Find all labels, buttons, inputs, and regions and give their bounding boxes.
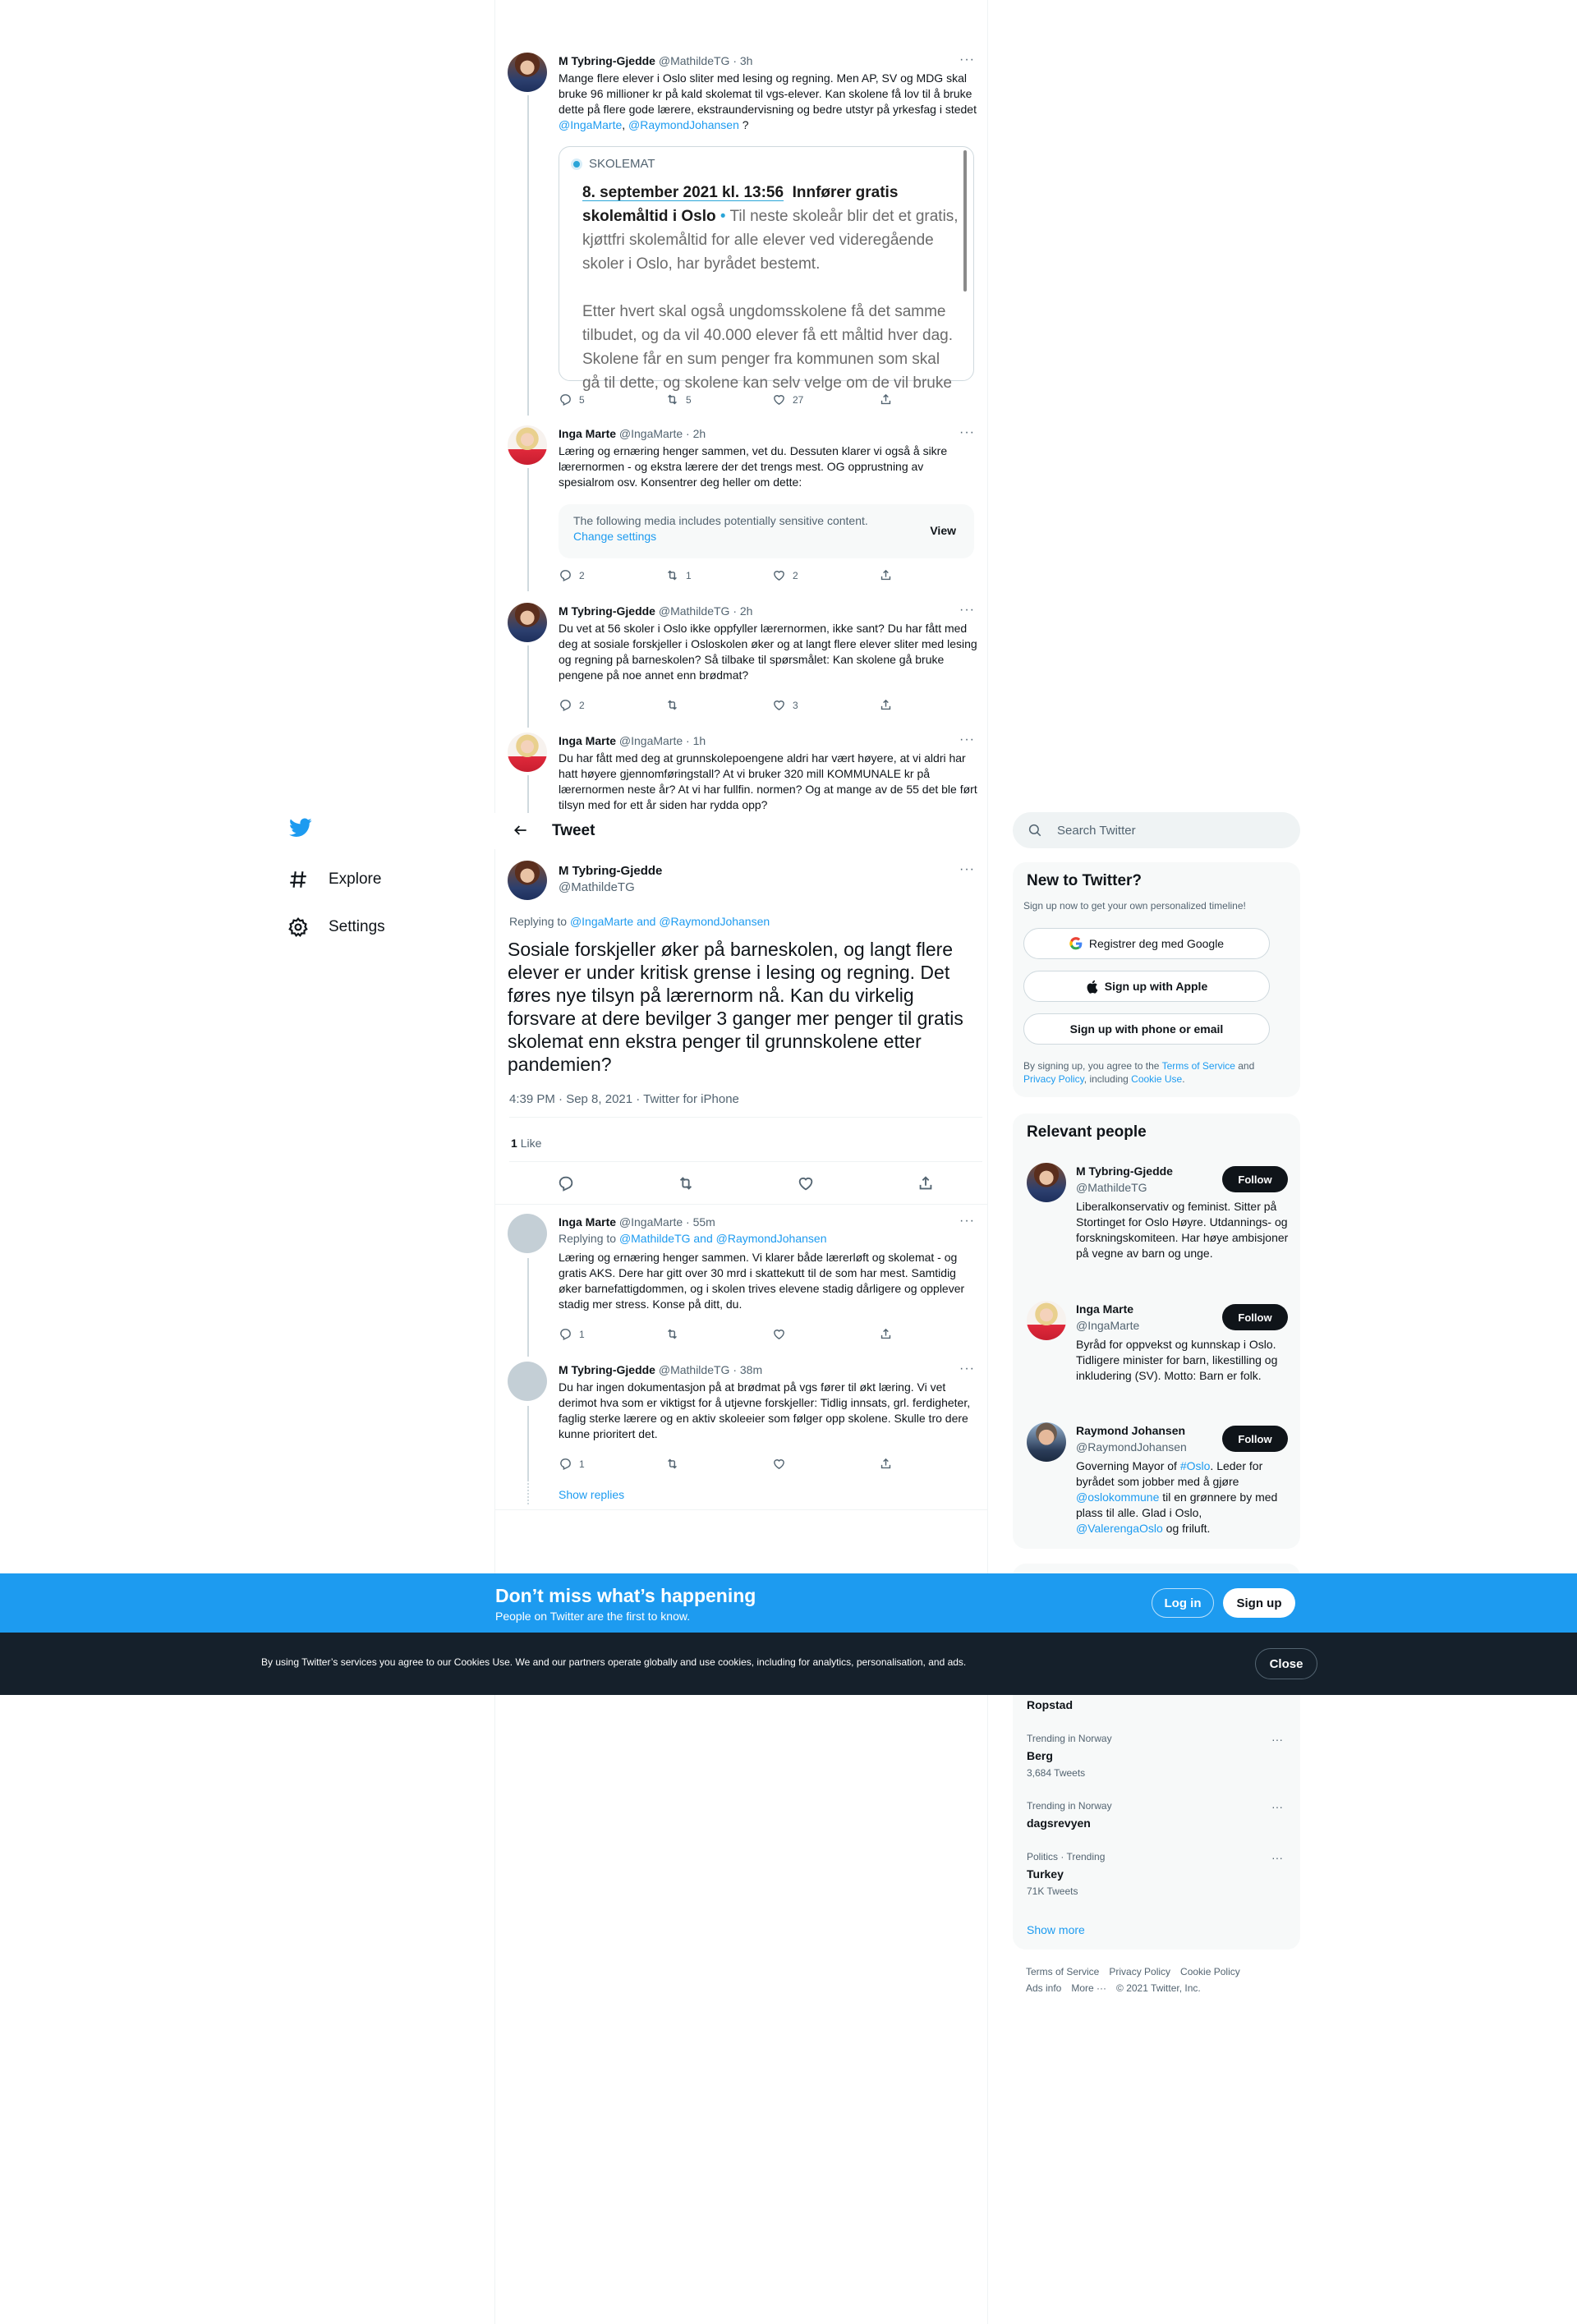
like-button[interactable] bbox=[772, 1327, 879, 1341]
divider bbox=[509, 1161, 982, 1162]
like-button[interactable]: 27 bbox=[772, 393, 879, 406]
twitter-logo-icon[interactable] bbox=[289, 818, 312, 842]
tweet-time[interactable]: · 2h bbox=[686, 427, 706, 440]
heart-icon bbox=[772, 698, 786, 712]
heart-icon bbox=[772, 1327, 786, 1341]
gear-icon bbox=[287, 916, 309, 938]
nav-settings-label: Settings bbox=[329, 918, 385, 935]
author-handle[interactable]: @MathildeTG bbox=[658, 1363, 730, 1376]
thread-connector bbox=[527, 645, 529, 728]
tweet-time[interactable]: · 2h bbox=[733, 604, 753, 618]
follow-button[interactable]: Follow bbox=[1222, 1166, 1288, 1192]
more-icon[interactable]: ··· bbox=[1271, 1851, 1283, 1864]
author-name[interactable]: M Tybring-Gjedde bbox=[559, 604, 655, 618]
thread-connector bbox=[527, 775, 529, 813]
more-icon[interactable]: ··· bbox=[959, 862, 975, 876]
cookie-text: By using Twitter’s services you agree to our Cookies Use. We and our partners operate globally and use cookies, including for analytics, personalisation, and ads. bbox=[261, 1656, 967, 1668]
mention-link[interactable]: @oslokommune bbox=[1076, 1490, 1160, 1504]
back-arrow-icon[interactable] bbox=[513, 822, 531, 840]
avatar[interactable] bbox=[508, 603, 547, 642]
tweet-text: Du har fått med deg at grunnskolepoengene aldri har vært høyere, at vi aldri har hatt høyere gjennomføringstall? At vi bruker 320 mill KOMMUNALE kr på lærernormen neste år? At vi har fullfin. normen? Og at mange av de 55 det ble ført tilsyn med for ett år siden har rydda opp? bbox=[559, 751, 977, 811]
author-handle[interactable]: @MathildeTG bbox=[658, 54, 730, 67]
replying-to: Replying to @IngaMarte and @RaymondJohansen bbox=[509, 915, 770, 928]
thread-connector bbox=[527, 1406, 529, 1481]
retweet-icon bbox=[665, 393, 679, 406]
heart-icon[interactable] bbox=[797, 1174, 815, 1192]
reply-icon bbox=[559, 1327, 572, 1341]
trend-name[interactable]: dagsrevyen bbox=[1027, 1816, 1091, 1830]
footer-links bbox=[1026, 1966, 1240, 1977]
apple-icon bbox=[1086, 980, 1098, 994]
replying-to-links[interactable]: @MathildeTG and @RaymondJohansen bbox=[618, 1232, 827, 1245]
person-bio: Byråd for oppvekst og kunnskap i Oslo. Tidligere minister for barn, likestilling og inkludering (SV). Motto: Barn er folk. bbox=[1076, 1338, 1278, 1382]
avatar[interactable] bbox=[508, 53, 547, 92]
person-handle[interactable]: @MathildeTG bbox=[1076, 1181, 1147, 1194]
footer-copyright: © 2021 Twitter, Inc. bbox=[1116, 1982, 1201, 1994]
tweet-time[interactable]: · 55m bbox=[686, 1215, 715, 1229]
trend-category: Trending in Norway bbox=[1027, 1733, 1112, 1744]
quoted-article-card[interactable] bbox=[559, 146, 974, 392]
login-button[interactable]: Log in bbox=[1152, 1588, 1214, 1618]
heart-icon bbox=[772, 568, 786, 582]
footer-privacy-link[interactable]: Privacy Policy bbox=[1109, 1966, 1171, 1977]
tweet-time[interactable]: · 1h bbox=[686, 734, 706, 747]
footer-more-link[interactable]: More ··· bbox=[1071, 1982, 1107, 1994]
hashtag-icon bbox=[287, 869, 309, 890]
trend-name[interactable]: Ropstad bbox=[1027, 1698, 1073, 1711]
share-icon[interactable] bbox=[917, 1174, 935, 1192]
share-button[interactable] bbox=[879, 1457, 912, 1471]
main-column-left-border bbox=[494, 0, 495, 2324]
change-settings-link[interactable]: Change settings bbox=[573, 530, 657, 543]
footer-terms-link[interactable]: Terms of Service bbox=[1026, 1966, 1100, 1977]
like-button[interactable] bbox=[772, 1457, 879, 1471]
more-icon[interactable]: ··· bbox=[1271, 1800, 1283, 1813]
like-button[interactable]: 2 bbox=[772, 568, 879, 582]
google-signup-button[interactable]: Registrer deg med Google bbox=[1023, 928, 1270, 959]
more-icon[interactable]: ··· bbox=[1271, 1733, 1283, 1746]
person-name[interactable]: M Tybring-Gjedde bbox=[1076, 1164, 1173, 1178]
tweet-actions bbox=[559, 393, 912, 406]
tweet-text: Læring og ernæring henger sammen. Vi klarer både lærerløft og skolemat - og gratis AKS. Dere har gitt over 30 mrd i skattekutt til de som har mest. Samtidig øker barnefattigdommen, og i skolen trives elevene stadig dårligere og opplever stadig mer stress. Konse på ditt, du. bbox=[559, 1251, 965, 1311]
reply-button[interactable]: 2 bbox=[559, 568, 665, 582]
tweet-meta[interactable]: 4:39 PM · Sep 8, 2021 · Twitter for iPhone bbox=[509, 1092, 739, 1106]
person-name[interactable]: Raymond Johansen bbox=[1076, 1424, 1186, 1437]
mention-link[interactable]: @IngaMarte bbox=[559, 118, 623, 131]
person-bio: Governing Mayor of #Oslo. Leder for byrådet som jobber med å gjøre @oslokommune til en grønnere by med plass til alle. Glad i Oslo, @ValerengaOslo og friluft. bbox=[1076, 1459, 1278, 1535]
reply-button[interactable]: 1 bbox=[559, 1327, 665, 1341]
search-input[interactable] bbox=[1013, 812, 1300, 848]
avatar[interactable] bbox=[508, 861, 547, 900]
reply-button[interactable]: 5 bbox=[559, 393, 665, 406]
reply-icon[interactable] bbox=[557, 1174, 575, 1192]
divider bbox=[494, 1204, 987, 1205]
avatar[interactable] bbox=[508, 1362, 547, 1401]
sensitive-media-notice bbox=[559, 504, 974, 558]
avatar[interactable] bbox=[1027, 1163, 1066, 1202]
divider bbox=[509, 1117, 982, 1118]
divider bbox=[494, 1509, 987, 1510]
cookie-banner bbox=[0, 1633, 1577, 1695]
author-handle[interactable]: @MathildeTG bbox=[559, 880, 635, 894]
main-tweet-text: Sosiale forskjeller øker på barneskolen, og langt flere elever er under kritisk grense i lesing og regning. Det føres nye tilsyn på lærernorm nå. Kan du virkelig forsvare at dere bevilger 3 ganger mer penger til gratis skolemat enn ekstra penger til grunnskolene etter pandemien? bbox=[508, 939, 963, 1075]
trend-name[interactable]: Berg bbox=[1027, 1749, 1053, 1762]
share-button[interactable] bbox=[879, 568, 912, 582]
tweet-header bbox=[559, 734, 706, 747]
share-button[interactable] bbox=[879, 393, 912, 406]
author-handle[interactable]: @IngaMarte bbox=[618, 734, 683, 747]
avatar[interactable] bbox=[508, 733, 547, 772]
share-icon bbox=[879, 698, 893, 712]
tweet-header bbox=[559, 54, 752, 67]
mention-link[interactable]: @ValerengaOslo bbox=[1076, 1522, 1163, 1535]
nav-explore-label: Explore bbox=[329, 870, 382, 888]
trend-count: 3,684 Tweets bbox=[1027, 1767, 1086, 1779]
signup-button[interactable]: Sign up bbox=[1223, 1588, 1295, 1618]
tweet-page-header bbox=[494, 813, 987, 849]
avatar[interactable] bbox=[1027, 1422, 1066, 1462]
signup-legal-text: By signing up, you agree to the Terms of Service and Privacy Policy, including Cookie Use. bbox=[1023, 1060, 1255, 1085]
trend-count: 71K Tweets bbox=[1027, 1885, 1078, 1897]
avatar[interactable] bbox=[508, 425, 547, 465]
replying-to: Replying to @MathildeTG and @RaymondJohansen bbox=[559, 1232, 827, 1245]
footer-cookie-link[interactable]: Cookie Policy bbox=[1180, 1966, 1240, 1977]
tweet-time[interactable]: · 38m bbox=[733, 1363, 763, 1376]
share-button[interactable] bbox=[879, 698, 912, 712]
author-name[interactable]: M Tybring-Gjedde bbox=[559, 54, 655, 67]
footer-links-2 bbox=[1026, 1982, 1201, 1994]
google-icon bbox=[1069, 937, 1083, 950]
new-to-twitter-subtitle: Sign up now to get your own personalized timeline! bbox=[1023, 900, 1246, 912]
author-name[interactable]: Inga Marte bbox=[559, 1215, 617, 1229]
sensitive-notice-text: The following media includes potentially sensitive content. bbox=[573, 514, 868, 527]
retweet-icon bbox=[665, 698, 679, 712]
person-handle[interactable]: @RaymondJohansen bbox=[1076, 1440, 1187, 1454]
avatar[interactable] bbox=[1027, 1301, 1066, 1340]
banner-title: Don’t miss what’s happening bbox=[495, 1585, 756, 1606]
avatar[interactable] bbox=[508, 1214, 547, 1253]
tweet-header bbox=[559, 1363, 762, 1376]
signup-banner bbox=[0, 1573, 1577, 1633]
retweet-icon bbox=[665, 568, 679, 582]
trend-category: Politics · Trending bbox=[1027, 1851, 1106, 1862]
tweet-actions bbox=[559, 568, 912, 582]
more-icon[interactable]: ··· bbox=[959, 1214, 975, 1228]
search-placeholder: Search Twitter bbox=[1057, 823, 1136, 838]
show-more-link[interactable]: Show more bbox=[1027, 1923, 1085, 1936]
hashtag-link[interactable]: #Oslo bbox=[1179, 1459, 1211, 1472]
new-to-twitter-title: New to Twitter? bbox=[1027, 872, 1143, 889]
author-name[interactable]: M Tybring-Gjedde bbox=[559, 864, 663, 878]
more-icon[interactable]: ··· bbox=[959, 425, 975, 439]
tweet-actions bbox=[559, 1327, 912, 1341]
tweet-header bbox=[559, 427, 706, 440]
retweet-button[interactable] bbox=[665, 1327, 772, 1341]
cookie-link[interactable]: Cookie Use bbox=[1131, 1073, 1183, 1085]
person-handle[interactable]: @IngaMarte bbox=[1076, 1319, 1140, 1332]
reply-button[interactable]: 1 bbox=[559, 1457, 665, 1471]
more-icon[interactable]: ··· bbox=[959, 1362, 975, 1376]
share-icon bbox=[879, 1457, 893, 1471]
tweet-text: Du har ingen dokumentasjon på at brødmat på vgs fører til økt læring. Vi vet derimot hva som er viktigst for å utjevne forskjeller: Tidlig innsats, grl. ferdigheter, faglig sterke lærere og en aktiv skoleeier som følger opp skolene. Skulle tro dere kunne prioritert det. bbox=[559, 1380, 971, 1440]
reply-icon bbox=[559, 1457, 572, 1471]
reply-icon bbox=[559, 698, 572, 712]
view-media-button[interactable]: View bbox=[930, 524, 956, 537]
close-button[interactable]: Close bbox=[1255, 1648, 1317, 1679]
article-body: 8. september 2021 kl. 13:56 Innfører gratis skolemåltid i Oslo • Til neste skoleår blir det et gratis, kjøttfri skolemåltid for alle elever ved videregående skoler i Oslo, har byrådet bestemt. Etter hvert skal også ungdomsskolene få det samme tilbudet, og da vil 40.000 elever få ett måltid hver dag. Skolene får en sum penger fra kommunen som skal gå til dette, og skolene kan selv velge om de vil bruke bbox=[582, 184, 959, 392]
author-name[interactable]: M Tybring-Gjedde bbox=[559, 1363, 655, 1376]
more-icon[interactable]: ··· bbox=[959, 733, 975, 746]
retweet-button[interactable] bbox=[665, 698, 772, 712]
search-icon bbox=[1028, 823, 1042, 838]
show-replies-link[interactable]: Show replies bbox=[559, 1488, 625, 1501]
banner-subtitle: People on Twitter are the first to know. bbox=[495, 1610, 691, 1623]
phone-email-signup-button[interactable]: Sign up with phone or email bbox=[1023, 1013, 1270, 1045]
tweet-time[interactable]: · 3h bbox=[733, 54, 753, 67]
follow-button[interactable]: Follow bbox=[1222, 1304, 1288, 1330]
retweet-icon bbox=[665, 1327, 679, 1341]
share-button[interactable] bbox=[879, 1327, 912, 1341]
share-icon bbox=[879, 568, 893, 582]
card-scrollbar[interactable] bbox=[963, 150, 967, 292]
tweet-header bbox=[559, 1215, 715, 1229]
reply-icon bbox=[559, 568, 572, 582]
share-icon bbox=[879, 393, 893, 406]
tweet-text: Du vet at 56 skoler i Oslo ikke oppfyller lærernormen, ikke sant? Du har fått med deg at sosiale forskjeller i Osloskolen øker og at langt flere elever sliter med lesing og regning på barneskolen? Så tilbake til spørsmålet: Kan skolene gå bruke pengene på noe annet enn brødmat? bbox=[559, 622, 977, 682]
trend-category: Trending in Norway bbox=[1027, 1800, 1112, 1812]
reply-button[interactable]: 2 bbox=[559, 698, 665, 712]
tweet-text: Mange flere elever i Oslo sliter med lesing og regning. Men AP, SV og MDG skal bruke 96 millioner kr på kald skolemat til vgs-elever. Kan skolene få lov til å bruke dette på flere gode lærere, ekstraundervisning og bedre utstyr på yrkesfag i stedet @IngaMarte, @RaymondJohansen ? bbox=[559, 71, 977, 131]
more-icon[interactable]: ··· bbox=[959, 603, 975, 617]
trend-name[interactable]: Turkey bbox=[1027, 1867, 1064, 1881]
more-icon[interactable]: ··· bbox=[959, 53, 975, 67]
replying-to-links[interactable]: @IngaMarte and @RaymondJohansen bbox=[569, 915, 770, 928]
privacy-link[interactable]: Privacy Policy bbox=[1023, 1073, 1084, 1085]
author-handle[interactable]: @IngaMarte bbox=[618, 1215, 683, 1229]
relevant-people-title: Relevant people bbox=[1027, 1123, 1147, 1141]
author-handle[interactable]: @IngaMarte bbox=[618, 427, 683, 440]
retweet-button[interactable]: 5 bbox=[665, 393, 772, 406]
tweet-actions bbox=[559, 698, 912, 712]
thread-connector bbox=[527, 468, 529, 591]
tweet-text: Læring og ernæring henger sammen, vet du. Dessuten klarer vi også å sikre lærernormen - og ekstra lærere der det trengs mest. OG opprustning av spesialrom osv. Konsentrer deg heller om dette: bbox=[559, 444, 948, 489]
heart-icon bbox=[772, 1457, 786, 1471]
retweet-icon[interactable] bbox=[677, 1174, 695, 1192]
tos-link[interactable]: Terms of Service bbox=[1161, 1060, 1235, 1072]
page-title: Tweet bbox=[552, 822, 595, 839]
reply-icon bbox=[559, 393, 572, 406]
thread-connector bbox=[527, 95, 529, 416]
tweet-actions bbox=[559, 1457, 912, 1471]
retweet-button[interactable] bbox=[665, 1457, 772, 1471]
person-name[interactable]: Inga Marte bbox=[1076, 1302, 1134, 1316]
main-column-right-border bbox=[987, 0, 988, 2324]
thread-connector bbox=[527, 1258, 529, 1357]
thread-dots bbox=[527, 1483, 529, 1504]
like-count[interactable]: 1 Like bbox=[511, 1137, 542, 1150]
retweet-button[interactable]: 1 bbox=[665, 568, 772, 582]
mention-link[interactable]: @RaymondJohansen bbox=[628, 118, 739, 131]
author-handle[interactable]: @MathildeTG bbox=[658, 604, 730, 618]
follow-button[interactable]: Follow bbox=[1222, 1426, 1288, 1452]
footer-ads-link[interactable]: Ads info bbox=[1026, 1982, 1062, 1994]
author-name[interactable]: Inga Marte bbox=[559, 427, 617, 440]
nav-settings[interactable] bbox=[287, 916, 385, 938]
like-button[interactable]: 3 bbox=[772, 698, 879, 712]
apple-signup-button[interactable]: Sign up with Apple bbox=[1023, 971, 1270, 1002]
person-bio: Liberalkonservativ og feminist. Sitter på Stortinget for Oslo Høyre. Utdannings- og forskningskomiteen. Har høye ambisjoner på vegne av barn og unge. bbox=[1076, 1200, 1289, 1260]
source-dot-icon bbox=[571, 158, 582, 170]
main-tweet-actions bbox=[557, 1174, 935, 1192]
author-name[interactable]: Inga Marte bbox=[559, 734, 617, 747]
heart-icon bbox=[772, 393, 786, 406]
share-icon bbox=[879, 1327, 893, 1341]
tweet-header bbox=[559, 604, 752, 618]
nav-explore[interactable] bbox=[287, 869, 381, 890]
article-source: SKOLEMAT bbox=[571, 157, 959, 171]
retweet-icon bbox=[665, 1457, 679, 1471]
